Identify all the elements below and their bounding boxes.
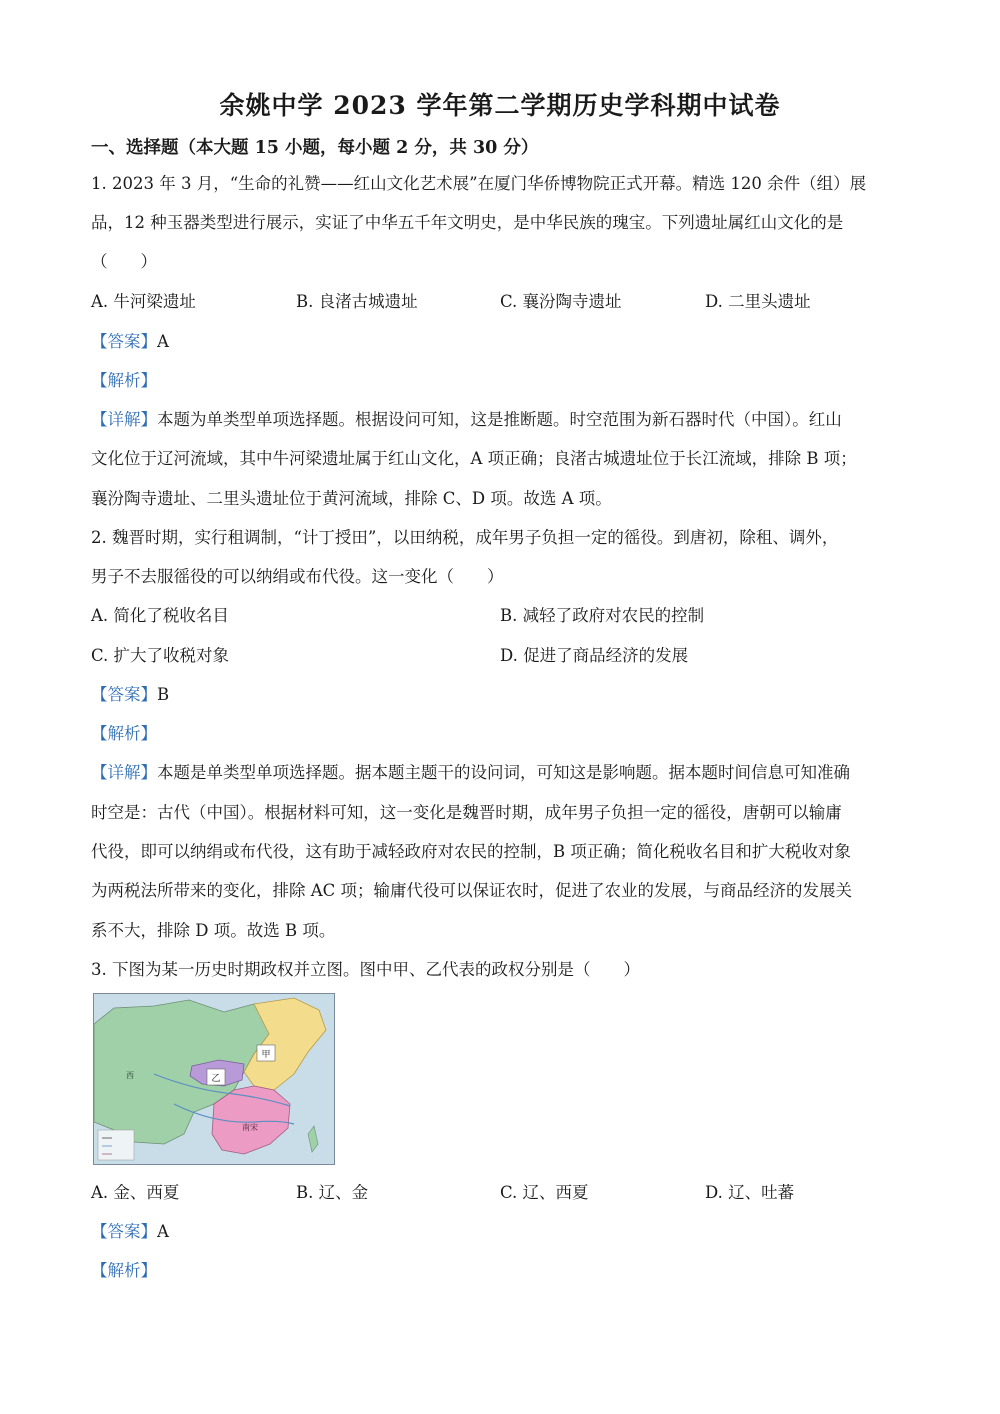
legend-box — [98, 1130, 134, 1160]
answer-row — [91, 328, 169, 352]
answer-tag: 【答案】 — [91, 1222, 157, 1241]
detail-line: 系不大，排除 D 项。故选 B 项。 — [91, 921, 336, 940]
section-header: 一、选择题（本大题 15 小题，每小题 2 分，共 30 分） — [91, 138, 539, 158]
question-stem-line: （ ） — [91, 252, 157, 271]
option-b: B. 良渚古城遗址 — [296, 292, 418, 311]
map-label-west: 西 — [126, 1071, 134, 1080]
detail-line — [91, 759, 850, 783]
option-c: C. 襄汾陶寺遗址 — [500, 292, 622, 311]
analysis-tag: 【解析】 — [91, 371, 157, 390]
answer-value: A — [157, 1222, 169, 1241]
option-c: C. 扩大了收税对象 — [91, 646, 230, 665]
map-svg — [94, 994, 334, 1164]
detail-line — [91, 406, 842, 430]
detail-line: 为两税法所带来的变化，排除 AC 项；输庸代役可以保证农时，促进了农业的发展，与商品经济的发展关 — [91, 881, 853, 900]
option-a: A. 简化了税收名目 — [91, 606, 229, 625]
option-a: A. 牛河梁遗址 — [91, 292, 196, 311]
option-b: B. 辽、金 — [296, 1183, 369, 1202]
option-d: D. 二里头遗址 — [705, 292, 811, 311]
detail-line: 代役，即可以纳绢或布代役，这有助于减轻政府对农民的控制，B 项正确；简化税收名目和扩大税收对象 — [91, 842, 851, 861]
answer-tag: 【答案】 — [91, 332, 157, 351]
option-b: B. 减轻了政府对农民的控制 — [500, 606, 705, 625]
option-c: C. 辽、西夏 — [500, 1183, 589, 1202]
question-stem-line: 3. 下图为某一历史时期政权并立图。图中甲、乙代表的政权分别是（ ） — [91, 960, 640, 979]
question-stem-line: 品，12 种玉器类型进行展示，实证了中华五千年文明史，是中华民族的瑰宝。下列遗址属红山文化的是 — [91, 213, 844, 232]
page-title: 余姚中学 2023 学年第二学期历史学科期中试卷 — [219, 91, 781, 120]
map-label-song: 南宋 — [242, 1123, 258, 1132]
question-stem-line: 2. 魏晋时期，实行租调制，“计丁授田”，以田纳税，成年男子负担一定的徭役。到唐初，除租、调外， — [91, 528, 839, 547]
detail-tag: 【详解】 — [91, 763, 157, 782]
detail-tag: 【详解】 — [91, 410, 157, 429]
answer-row — [91, 1218, 169, 1242]
detail-line: 襄汾陶寺遗址、二里头遗址位于黄河流域，排除 C、D 项。故选 A 项。 — [91, 489, 612, 508]
detail-line: 时空是：古代（中国）。根据材料可知，这一变化是魏晋时期，成年男子负担一定的徭役，唐朝可以输庸 — [91, 803, 842, 822]
detail-text: 本题是单类型单项选择题。据本题主题干的设问词，可知这是影响题。据本题时间信息可知准确 — [157, 763, 850, 782]
detail-text: 本题为单类型单项选择题。根据设问可知，这是推断题。时空范围为新石器时代（中国）。红山 — [157, 410, 842, 429]
analysis-tag: 【解析】 — [91, 1261, 157, 1280]
answer-row — [91, 681, 169, 705]
analysis-tag: 【解析】 — [91, 724, 157, 743]
answer-value: B — [157, 685, 170, 704]
map-label-yi: 乙 — [211, 1074, 221, 1084]
answer-value: A — [157, 332, 169, 351]
option-d: D. 辽、吐蕃 — [705, 1183, 795, 1202]
historical-map — [93, 993, 335, 1165]
answer-tag: 【答案】 — [91, 685, 157, 704]
option-d: D. 促进了商品经济的发展 — [500, 646, 689, 665]
detail-line: 文化位于辽河流域，其中牛河梁遗址属于红山文化，A 项正确；良渚古城遗址位于长江流域，排除 B 项； — [91, 449, 857, 468]
map-label-jia: 甲 — [261, 1050, 271, 1060]
question-stem-line: 男子不去服徭役的可以纳绢或布代役。这一变化（ ） — [91, 567, 504, 586]
option-a: A. 金、西夏 — [91, 1183, 180, 1202]
question-stem-line: 1. 2023 年 3 月，“生命的礼赞——红山文化艺术展”在厦门华侨博物院正式开幕。精选 120 余件（组）展 — [91, 174, 867, 193]
